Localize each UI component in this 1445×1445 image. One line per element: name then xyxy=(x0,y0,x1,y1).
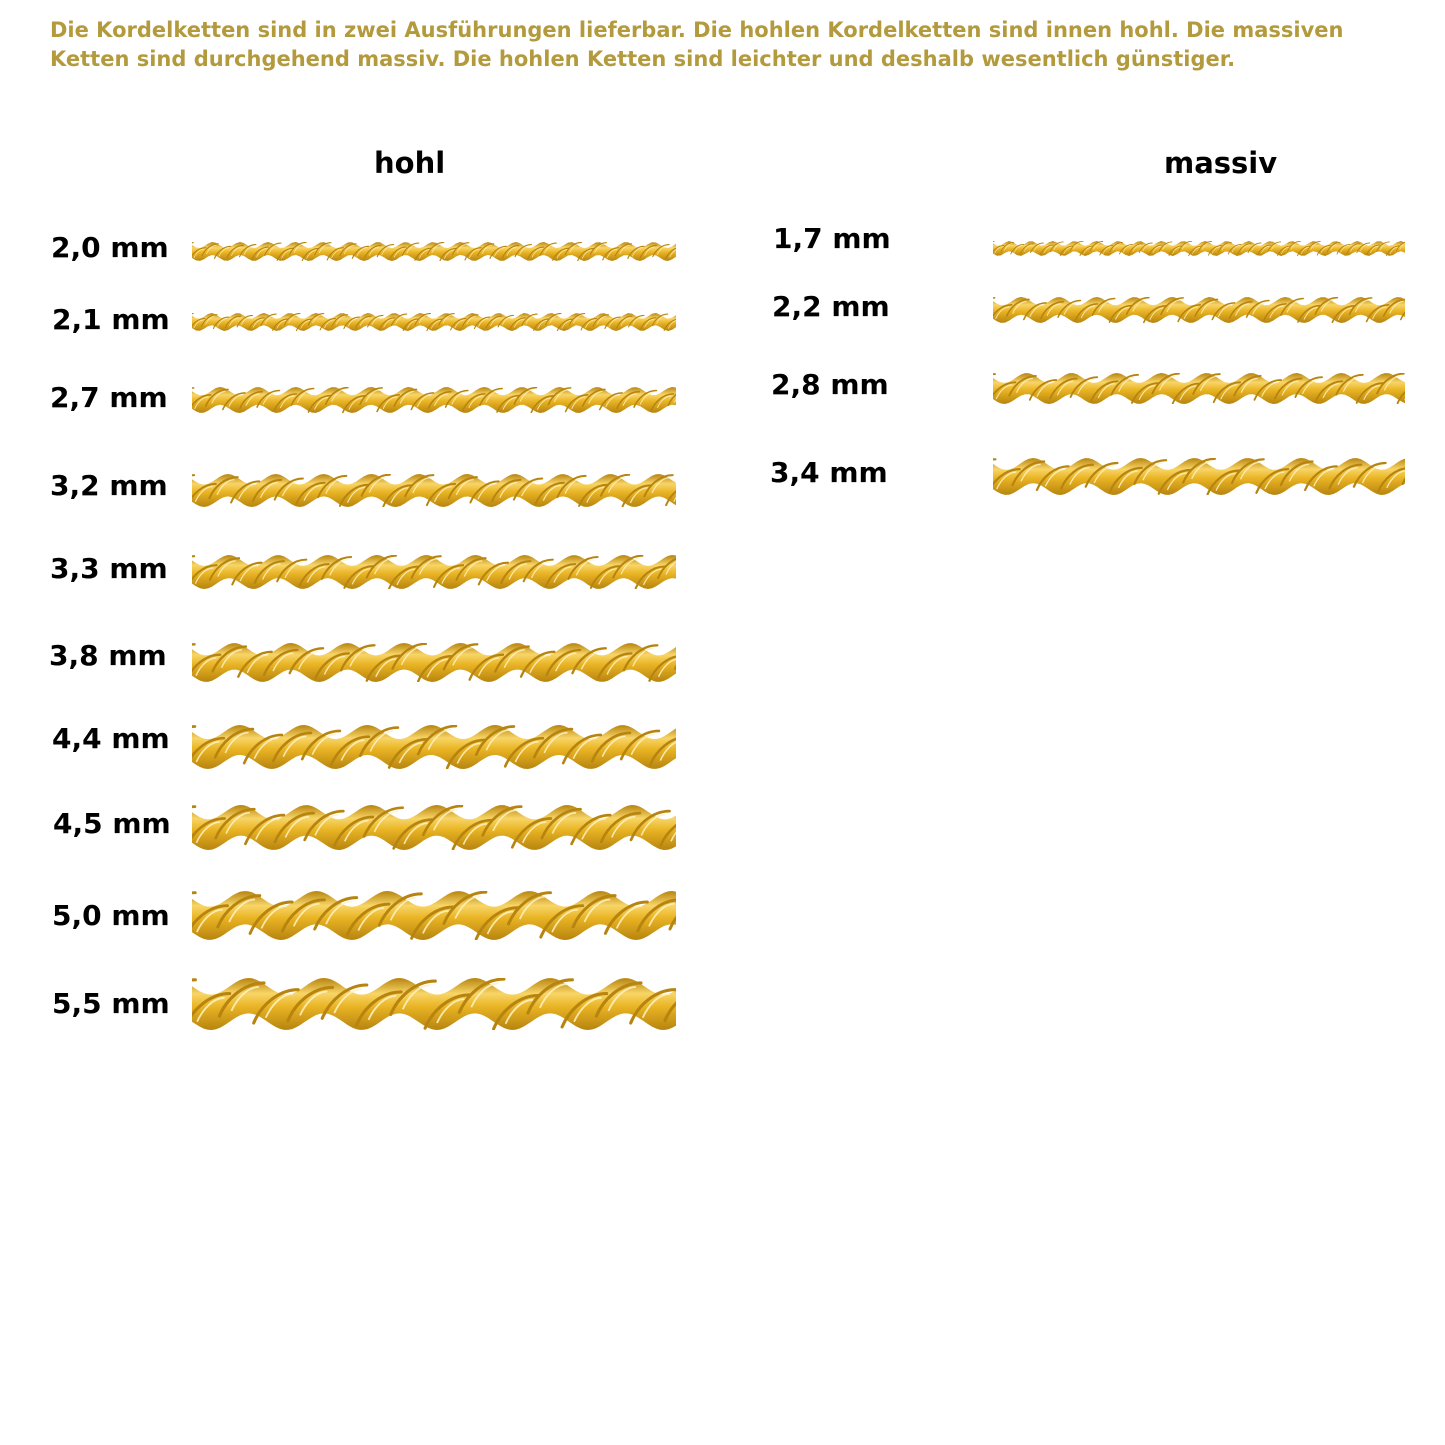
chain-band xyxy=(993,373,1405,404)
rope-chain-image xyxy=(993,241,1405,256)
massiv-size-label: 1,7 mm xyxy=(773,222,891,255)
massiv-size-label: 2,8 mm xyxy=(771,368,889,401)
rope-chain-image xyxy=(192,313,676,331)
hohl-heading: hohl xyxy=(374,146,446,180)
rope-chain-image xyxy=(192,555,676,589)
massiv-heading: massiv xyxy=(1164,146,1278,180)
massiv-size-label: 2,2 mm xyxy=(772,290,890,323)
rope-chain-image xyxy=(192,805,676,850)
massiv-size-label: 3,4 mm xyxy=(770,456,888,489)
chain-band xyxy=(192,725,676,769)
rope-chain-image xyxy=(993,297,1405,323)
hohl-size-label: 2,1 mm xyxy=(52,303,170,336)
intro-line-2: Ketten sind durchgehend massiv. Die hohlen Ketten sind leichter und deshalb wesentlich günstiger. xyxy=(50,47,1236,71)
chain-band xyxy=(192,805,676,850)
rope-chain-image xyxy=(192,978,676,1030)
hohl-size-label: 3,2 mm xyxy=(50,469,168,502)
intro-text xyxy=(50,16,1380,74)
rope-chain-image xyxy=(192,643,676,682)
rope-chain-image xyxy=(192,891,676,940)
hohl-size-label: 2,7 mm xyxy=(50,381,168,414)
hohl-size-label: 5,0 mm xyxy=(52,899,170,932)
hohl-size-label: 5,5 mm xyxy=(52,987,170,1020)
rope-chain-image xyxy=(993,373,1405,404)
intro-line-1: Die Kordelketten sind in zwei Ausführungen lieferbar. Die hohlen Kordelketten sind innen hohl. Die massiven xyxy=(50,18,1344,42)
rope-chain-image xyxy=(192,474,676,507)
hohl-size-label: 4,5 mm xyxy=(53,807,171,840)
rope-chain-image xyxy=(192,387,676,413)
rope-chain-image xyxy=(993,458,1405,495)
hohl-size-label: 3,3 mm xyxy=(50,552,168,585)
rope-chain-image xyxy=(192,725,676,769)
hohl-size-label: 2,0 mm xyxy=(51,231,169,264)
hohl-size-label: 4,4 mm xyxy=(52,722,170,755)
rope-chain-image xyxy=(192,242,676,261)
hohl-size-label: 3,8 mm xyxy=(49,639,167,672)
